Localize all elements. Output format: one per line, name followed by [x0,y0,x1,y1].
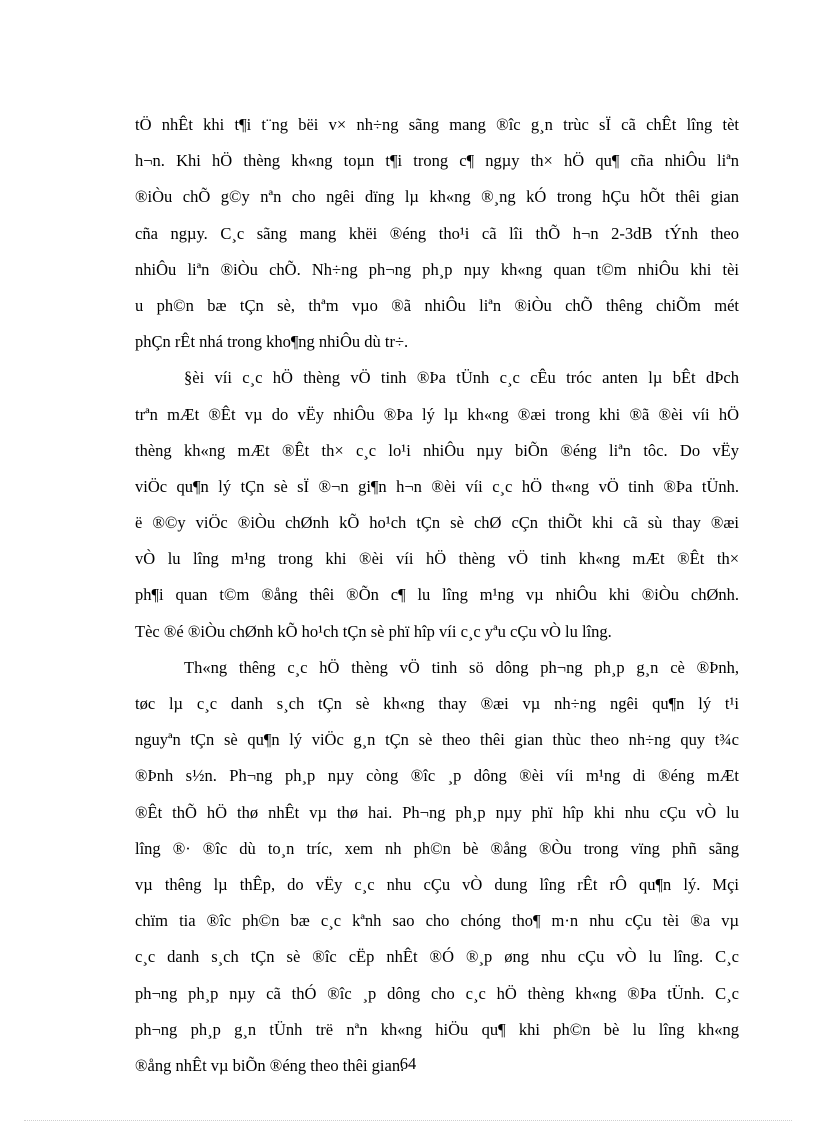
text-line: nhiÔu liªn ®iÒu chÕ. Nh÷ng ph¬ng ph¸p nµy kh«ng quan t©m nhiÔu khi tèi [135,259,739,279]
text-line: ph¬ng ph¸p g¸n tÜnh trë nªn kh«ng hiÖu qu¶ khi ph©n bè lu lîng kh«ng [135,1019,739,1039]
text-line: tøc lµ c¸c danh s¸ch tÇn sè kh«ng thay ®æi vµ nh÷ng ngêi qu¶n lý t¹i [135,694,739,713]
paragraph [135,650,739,1084]
text-line: ph¶i quan t©m ®ång thêi ®Õn c¶ lu lîng m¹ng vµ nhiÔu khi ®iÒu chØnh. [135,585,739,605]
page-bottom-rule [24,1120,792,1121]
text-line: chïm tia ®îc ph©n bæ c¸c kªnh sao cho chóng tho¶ m·n nhu cÇu tèi ®a vµ [135,911,739,931]
text-line: u ph©n bæ tÇn sè, thªm vµo ®ã nhiÔu liªn ®iÒu chÕ thêng chiÕm mét [135,295,739,315]
text-line: cña ngµy. C¸c sãng mang khëi ®éng tho¹i cã lîi thÕ h¬n 2-3dB tÝnh theo [135,223,739,243]
paragraph [135,107,739,360]
text-line: nguyªn tÇn sè qu¶n lý viÖc g¸n tÇn sè theo thêi gian thùc theo nh÷ng quy t¾c [135,730,739,750]
text-line: h¬n. Khi hÖ thèng kh«ng toµn t¶i trong c¶ ngµy th× hÖ qu¶ cña nhiÔu liªn [135,151,739,171]
text-line: phÇn rÊt nhá trong kho¶ng nhiÔu dù tr÷. [135,332,409,352]
text-line: ®ång nhÊt vµ biÕn ®éng theo thêi gian. [135,1055,405,1075]
text-line: tÖ nhÊt khi t¶i t¨ng bëi v× nh÷ng sãng mang ®îc g¸n trùc sÏ cã chÊt lîng tèt [135,115,739,134]
text-line: viÖc qu¶n lý tÇn sè sÏ ®¬n gi¶n h¬n ®èi víi c¸c hÖ th«ng vÖ tinh ®Þa tÜnh. [135,476,739,496]
text-line: §èi víi c¸c hÖ thèng vÖ tinh ®Þa tÜnh c¸c cÊu tróc anten lµ bÊt dÞch [184,368,739,388]
body-text [135,107,739,1084]
text-line: ë ®©y viÖc ®iÒu chØnh kÕ ho¹ch tÇn sè chØ cÇn thiÕt khi cã sù thay ®æi [135,513,739,533]
text-line: vÒ lu lîng m¹ng trong khi ®èi víi hÖ thèng vÖ tinh kh«ng mÆt ®Êt th× [135,549,739,569]
text-line: ®iÒu chÕ g©y nªn cho ngêi dïng lµ kh«ng ®¸ng kÓ trong hÇu hÕt thêi gian [135,187,739,207]
text-line: ®Êt thÕ hÖ thø nhÊt vµ thø hai. Ph¬ng ph¸p nµy phï hîp khi nhu cÇu vÒ lu [135,802,739,822]
text-line: lîng ®· ®îc dù to¸n tríc, xem nh ph©n bè ®ång ®Òu trong vïng phñ sãng [135,838,739,858]
text-line: Th«ng thêng c¸c hÖ thèng vÖ tinh sö dông ph¬ng ph¸p g¸n cè ®Þnh, [184,657,739,677]
text-line: trªn mÆt ®Êt vµ do vËy nhiÔu ®Þa lý lµ kh«ng ®æi trong khi ®ã ®èi víi hÖ [135,404,739,424]
paragraph [135,360,739,650]
text-line: thèng kh«ng mÆt ®Êt th× c¸c lo¹i nhiÔu nµy biÕn ®éng liªn tôc. Do vËy [135,440,739,460]
text-line: Tèc ®é ®iÒu chØnh kÕ ho¹ch tÇn sè phï hîp víi c¸c yªu cÇu vÒ lu lîng. [135,621,612,641]
page-number: 64 [399,1054,417,1073]
text-line: vµ thêng lµ thÊp, do vËy c¸c nhu cÇu vÒ dung lîng rÊt rÔ qu¶n lý. Mçi [135,874,739,894]
text-line: ®Þnh s½n. Ph¬ng ph¸p nµy còng ®îc ¸p dông ®èi víi m¹ng di ®éng mÆt [135,766,739,786]
text-line: ph¬ng ph¸p nµy cã thÓ ®îc ¸p dông cho c¸c hÖ thèng kh«ng ®Þa tÜnh. C¸c [135,983,739,1003]
text-line: c¸c danh s¸ch tÇn sè ®îc cËp nhÊt ®Ó ®¸p øng nhu cÇu vÒ lu lîng. C¸c [135,947,739,967]
